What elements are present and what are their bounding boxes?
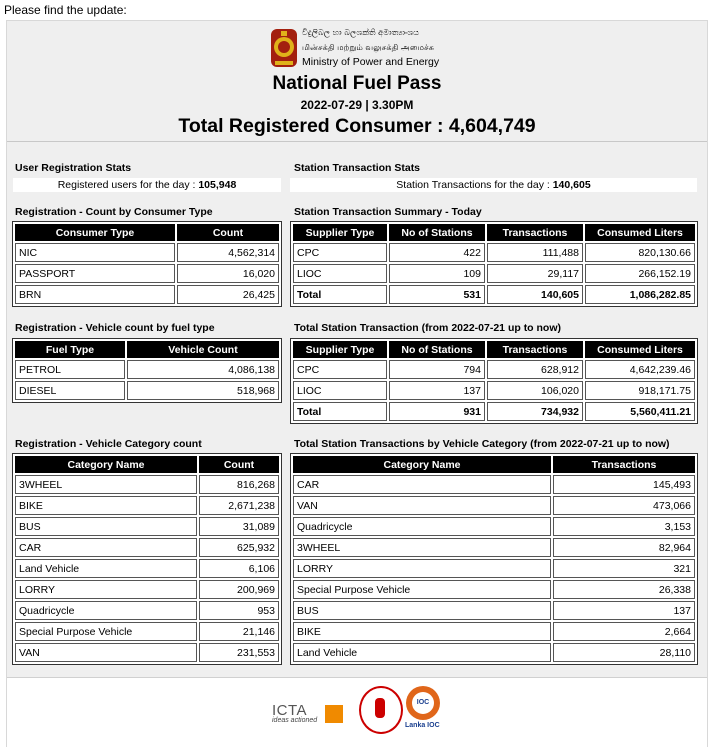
user-stats-box [13,178,281,192]
cell-category: Land Vehicle [293,643,551,662]
cell-total-stations: 931 [389,402,485,421]
vehicle-category-table [12,453,282,665]
table-row [293,381,695,400]
table-total-row [293,285,695,304]
cell-liters: 918,171.75 [585,381,695,400]
vehicle-category-label: Registration - Vehicle Category count [15,438,202,450]
cell-type: PASSPORT [15,264,175,283]
ministry-name-english: Ministry of Power and Energy [302,56,440,68]
cell-count: 21,146 [199,622,279,641]
cell-transactions: 28,110 [553,643,695,662]
cell-liters: 820,130.66 [585,243,695,262]
cell-stations: 794 [389,360,485,379]
user-stats-value: 105,948 [198,179,237,191]
ministry-name-sinhala: විදුලිබල හා බලශක්ති අමාත්‍යාංශය [302,28,420,37]
table-header-row [15,224,279,241]
cell-transactions: 2,664 [553,622,695,641]
cell-category: LORRY [293,559,551,578]
table-row [15,475,279,494]
table-row [293,559,695,578]
cell-category: BUS [293,601,551,620]
table-row [15,285,279,304]
column-header: Transactions [553,456,695,473]
table-row [15,517,279,536]
station-stats-label: Station Transaction Stats [294,162,421,174]
cell-category: Land Vehicle [15,559,197,578]
cell-count: 231,553 [199,643,279,662]
column-header: Consumed Liters [585,341,695,358]
table-row [293,580,695,599]
cell-transactions: 29,117 [487,264,583,283]
cell-category: 3WHEEL [15,475,197,494]
cell-count: 4,086,138 [127,360,279,379]
cell-total-label: Total [293,402,387,421]
table-row [293,517,695,536]
column-header: Category Name [293,456,551,473]
report-header [7,21,707,142]
ministry-logo [269,25,529,71]
table-header-row [293,456,695,473]
cell-fuel: PETROL [15,360,125,379]
station-stats-value: 140,605 [552,179,591,191]
column-header: Count [199,456,279,473]
cell-type: BRN [15,285,175,304]
table-row [15,643,279,662]
table-row [293,622,695,641]
cell-stations: 422 [389,243,485,262]
cell-transactions: 111,488 [487,243,583,262]
cell-transactions: 145,493 [553,475,695,494]
table-row [293,538,695,557]
report-datetime: 2022-07-29 | 3.30PM [300,98,414,112]
cell-count: 26,425 [177,285,279,304]
table-row [15,559,279,578]
government-emblem-icon [269,27,299,69]
summary-total-table [290,338,698,424]
cell-count: 31,089 [199,517,279,536]
cpc-logo-icon [359,686,403,734]
cell-category: Quadricycle [15,601,197,620]
page-title: National Fuel Pass [272,73,442,94]
fuel-type-table [12,338,282,403]
cell-liters: 266,152.19 [585,264,695,283]
cell-stations: 137 [389,381,485,400]
table-row [15,538,279,557]
table-row [15,264,279,283]
cell-total-transactions: 734,932 [487,402,583,421]
consumer-type-label: Registration - Count by Consumer Type [15,206,213,218]
cell-category: BIKE [293,622,551,641]
cell-count: 816,268 [199,475,279,494]
cell-category: Special Purpose Vehicle [293,580,551,599]
cell-supplier: CPC [293,360,387,379]
table-row [293,601,695,620]
cell-supplier: LIOC [293,381,387,400]
station-stats-box [290,178,697,192]
summary-total-label: Total Station Transaction (from 2022-07-21 up to now) [294,322,562,334]
column-header: Vehicle Count [127,341,279,358]
cell-count: 2,671,238 [199,496,279,515]
table-header-row [15,456,279,473]
column-header: Transactions [487,224,583,241]
cell-liters: 4,642,239.46 [585,360,695,379]
ioc-logo-text: IOC [412,692,434,714]
by-vehicle-table [290,453,698,665]
table-header-row [15,341,279,358]
cell-count: 625,932 [199,538,279,557]
cell-total-liters: 1,086,282.85 [585,285,695,304]
cell-category: CAR [15,538,197,557]
intro-text: Please find the update: [4,3,127,17]
icta-logo-mark-icon [325,705,343,723]
cell-total-transactions: 140,605 [487,285,583,304]
icta-logo [272,702,317,724]
cell-stations: 109 [389,264,485,283]
ministry-name-tamil: மின்சக்தி மற்றும் வலுசக்தி அமைச்சு [302,43,435,52]
cell-category: Special Purpose Vehicle [15,622,197,641]
report-card [6,20,708,747]
table-total-row [293,402,695,421]
ministry-name [302,25,439,70]
user-stats-text: Registered users for the day : [57,179,199,191]
table-row [15,580,279,599]
cell-category: CAR [293,475,551,494]
cell-category: 3WHEEL [293,538,551,557]
table-row [15,381,279,400]
column-header: Fuel Type [15,341,125,358]
cell-category: VAN [15,643,197,662]
user-stats-label: User Registration Stats [15,162,132,174]
cell-category: BUS [15,517,197,536]
table-row [15,243,279,262]
cell-category: VAN [293,496,551,515]
table-header-row [293,341,695,358]
cell-fuel: DIESEL [15,381,125,400]
table-row [15,622,279,641]
icta-tagline: ideas actioned [272,717,318,724]
icta-logo-text: ICTA [272,702,308,719]
table-header-row [293,224,695,241]
table-row [15,360,279,379]
cell-transactions: 82,964 [553,538,695,557]
by-vehicle-label: Total Station Transactions by Vehicle Category (from 2022-07-21 up to now) [294,438,670,450]
cell-total-liters: 5,560,411.21 [585,402,695,421]
cell-count: 953 [199,601,279,620]
header-divider [7,141,707,142]
table-row [293,264,695,283]
column-header: Consumed Liters [585,224,695,241]
cell-count: 200,969 [199,580,279,599]
consumer-type-table [12,221,282,307]
cell-transactions: 26,338 [553,580,695,599]
column-header: Supplier Type [293,341,387,358]
cell-transactions: 473,066 [553,496,695,515]
column-header: Consumer Type [15,224,175,241]
cell-count: 16,020 [177,264,279,283]
table-row [15,601,279,620]
cell-count: 518,968 [127,381,279,400]
table-row [15,496,279,515]
fuel-type-label: Registration - Vehicle count by fuel type [15,322,215,334]
cell-count: 6,106 [199,559,279,578]
total-registered-consumers: Total Registered Consumer : 4,604,749 [178,115,536,137]
table-row [293,643,695,662]
ioc-logo-icon [406,686,440,720]
cell-transactions: 3,153 [553,517,695,536]
cell-transactions: 106,020 [487,381,583,400]
lanka-ioc-label: Lanka IOC [405,722,440,729]
cell-category: Quadricycle [293,517,551,536]
table-row [293,475,695,494]
cell-total-label: Total [293,285,387,304]
column-header: No of Stations [389,341,485,358]
summary-today-label: Station Transaction Summary - Today [294,206,482,218]
cell-category: LORRY [15,580,197,599]
cell-type: NIC [15,243,175,262]
table-row [293,243,695,262]
cell-category: BIKE [15,496,197,515]
cell-supplier: CPC [293,243,387,262]
table-row [293,496,695,515]
table-row [293,360,695,379]
cell-transactions: 321 [553,559,695,578]
cell-transactions: 137 [553,601,695,620]
station-stats-text: Station Transactions for the day : [396,179,553,191]
column-header: Supplier Type [293,224,387,241]
cell-count: 4,562,314 [177,243,279,262]
column-header: Count [177,224,279,241]
footer-logos [7,677,707,748]
column-header: Transactions [487,341,583,358]
cell-transactions: 628,912 [487,360,583,379]
summary-today-table [290,221,698,307]
column-header: No of Stations [389,224,485,241]
cell-total-stations: 531 [389,285,485,304]
column-header: Category Name [15,456,197,473]
cell-supplier: LIOC [293,264,387,283]
